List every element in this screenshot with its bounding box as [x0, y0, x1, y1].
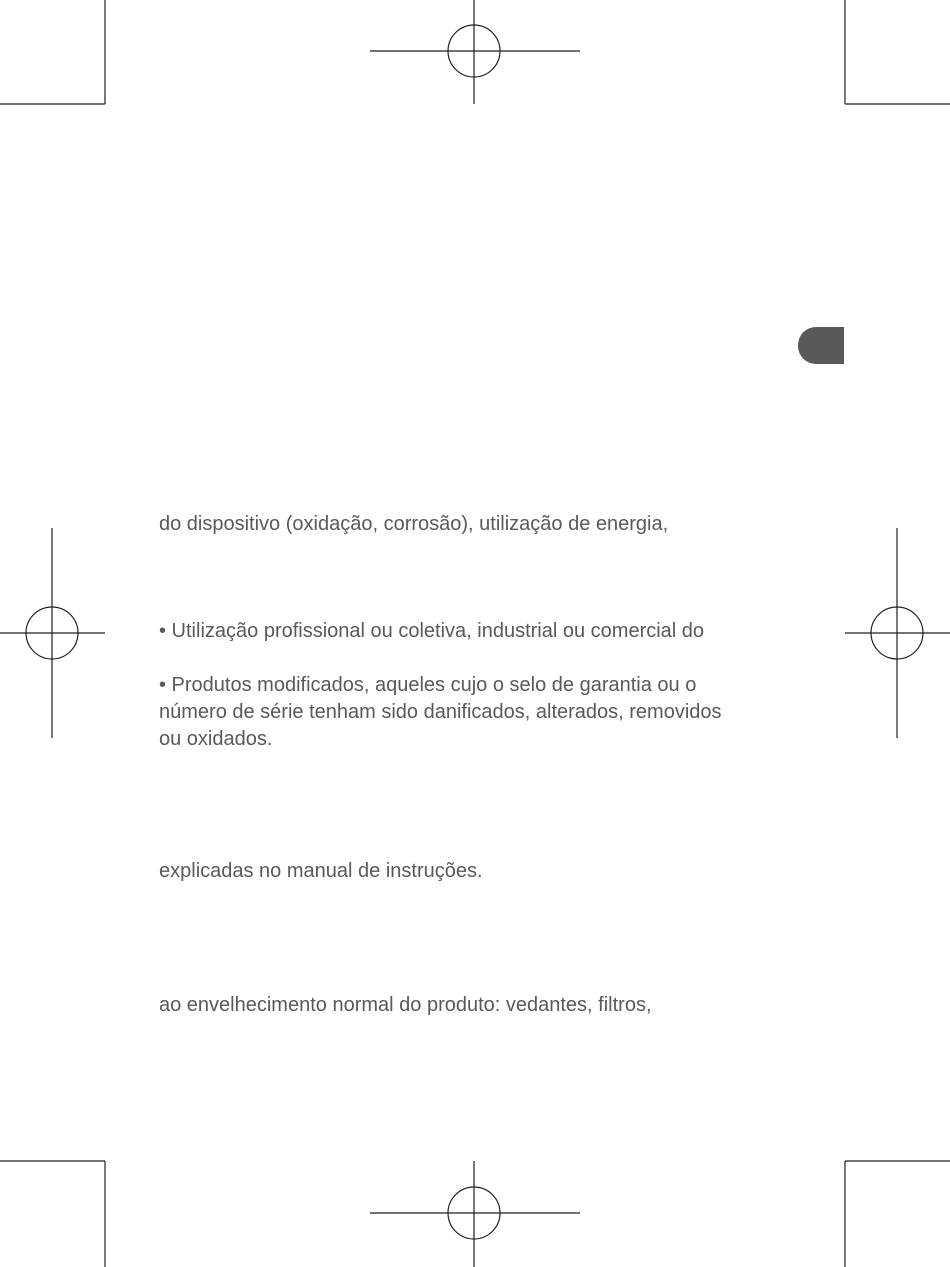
thumb-index-tab — [798, 327, 844, 364]
text-line-produtos-3: ou oxidados. — [159, 728, 273, 750]
registration-mark-top — [370, 0, 580, 104]
text-line-explicadas: explicadas no manual de instruções. — [159, 860, 483, 882]
registration-mark-bottom — [370, 1161, 580, 1267]
text-line-envelhecimento: ao envelhecimento normal do produto: vedantes, filtros, — [159, 994, 652, 1016]
crop-mark-top-right — [845, 0, 950, 104]
registration-mark-left — [0, 528, 105, 738]
crop-mark-bottom-right — [845, 1161, 950, 1267]
text-line-dispositivo: do dispositivo (oxidação, corrosão), utilização de energia, — [159, 513, 669, 535]
text-line-produtos-1: • Produtos modificados, aqueles cujo o selo de garantia ou o — [159, 674, 697, 696]
text-line-utilizacao: • Utilização profissional ou coletiva, industrial ou comercial do — [159, 620, 705, 642]
registration-mark-right — [845, 528, 950, 738]
crop-mark-top-left — [0, 0, 105, 104]
text-line-produtos-2: número de série tenham sido danificados, alterados, removidos — [159, 701, 722, 723]
crop-mark-bottom-left — [0, 1161, 105, 1267]
